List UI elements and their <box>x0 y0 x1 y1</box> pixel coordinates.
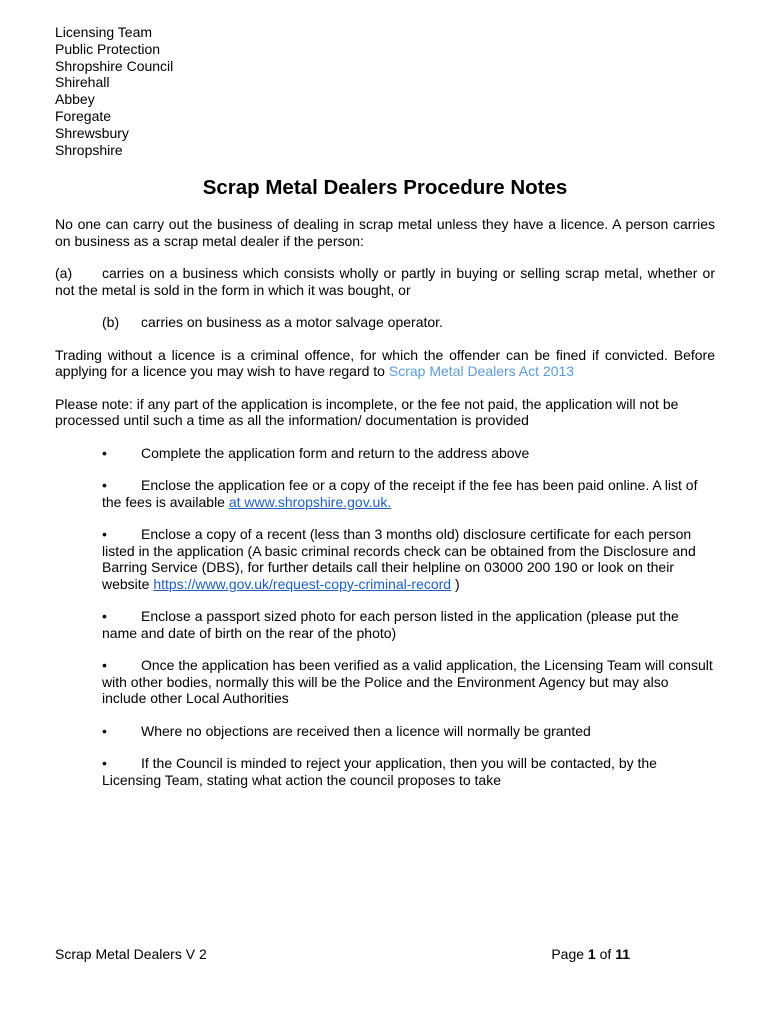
document-page <box>55 24 715 788</box>
address-line: Shirehall <box>55 74 110 91</box>
list-item <box>102 755 716 788</box>
document-title: Scrap Metal Dealers Procedure Notes <box>202 176 568 200</box>
list-item <box>102 445 716 462</box>
shropshire-fees-link[interactable]: at www.shropshire.gov.uk. <box>228 493 392 510</box>
item-b <box>55 314 715 331</box>
page-footer <box>55 946 630 964</box>
page-number <box>551 946 630 963</box>
trading-paragraph <box>55 347 715 380</box>
list-item <box>102 526 716 592</box>
intro-paragraph: No one can carry out the business of dealing in scrap metal unless they have a licence. A person carries on business as a scrap metal dealer if the person: <box>55 216 715 249</box>
item-b-marker: (b) <box>102 314 120 331</box>
address-block <box>55 24 715 158</box>
list-item <box>102 723 716 740</box>
bullet-icon: • <box>102 755 107 772</box>
address-line: Shropshire <box>55 141 123 158</box>
bullet-list <box>102 445 716 789</box>
page-word: Page <box>551 946 585 962</box>
note-paragraph: Please note: if any part of the application is incomplete, or the fee not paid, the application will not be processed until such a time as all the information/ documentation is provided <box>55 395 679 429</box>
footer-document-name: Scrap Metal Dealers V 2 <box>55 946 207 962</box>
trading-text: Trading without a licence is a criminal offence, for which the offender can be fined if convicted. Before applying for a licence you may wish to have regard to <box>55 346 715 380</box>
address-line: Abbey <box>55 91 95 108</box>
list-item <box>102 608 716 641</box>
bullet-text: Enclose a passport sized photo for each person listed in the application (please put the name and date of birth on the rear of the photo) <box>102 608 679 641</box>
bullet-icon: • <box>102 444 107 461</box>
bullet-text: If the Council is minded to reject your application, then you will be contacted, by the Licensing Team, stating what action the council proposes to take <box>102 755 657 788</box>
dbs-website-link[interactable]: https://www.gov.uk/request-copy-criminal-record <box>153 575 452 592</box>
bullet-text: Where no objections are received then a licence will normally be granted <box>141 722 591 739</box>
item-b-text: carries on business as a motor salvage operator. <box>141 314 443 331</box>
address-line: Public Protection <box>55 40 161 57</box>
list-item <box>102 477 716 510</box>
list-item <box>102 657 716 707</box>
current-page: 1 <box>587 946 596 962</box>
item-a <box>55 265 715 298</box>
bullet-icon: • <box>102 526 107 543</box>
bullet-icon: • <box>102 477 107 494</box>
bullet-icon: • <box>102 657 107 674</box>
scrap-metal-act-link[interactable]: Scrap Metal Dealers Act 2013 <box>388 363 575 380</box>
bullet-text: Enclose a copy of a recent (less than 3 months old) disclosure certificate for each person listed in the application (A basic criminal records check can be obtained from the Disclosure and Barring Service (DBS), for further details call their helpline on 03000 200 190 or look on their website <box>102 526 696 592</box>
address-line: Shropshire Council <box>55 57 174 74</box>
item-a-marker: (a) <box>55 265 73 282</box>
address-line: Shrewsbury <box>55 124 129 141</box>
bullet-text: Enclose the application fee or a copy of the receipt if the fee has been paid online. A list of the fees is available <box>102 477 698 510</box>
bullet-text-tail: ) <box>451 575 460 592</box>
bullet-icon: • <box>102 722 107 739</box>
address-line: Foregate <box>55 107 112 124</box>
bullet-icon: • <box>102 608 107 625</box>
item-a-text: carries on a business which consists wholly or partly in buying or selling scrap metal, whether or not the metal is sold in the form in which it was bought, or <box>55 265 715 298</box>
of-word: of <box>599 946 612 962</box>
total-pages: 11 <box>615 946 630 962</box>
bullet-text: Complete the application form and return to the address above <box>141 444 530 461</box>
bullet-text: Once the application has been verified as a valid application, the Licensing Team will consult with other bodies, normally this will be the Police and the Environment Agency but may also include other Local Authorities <box>102 657 713 707</box>
address-line: Licensing Team <box>55 24 153 40</box>
